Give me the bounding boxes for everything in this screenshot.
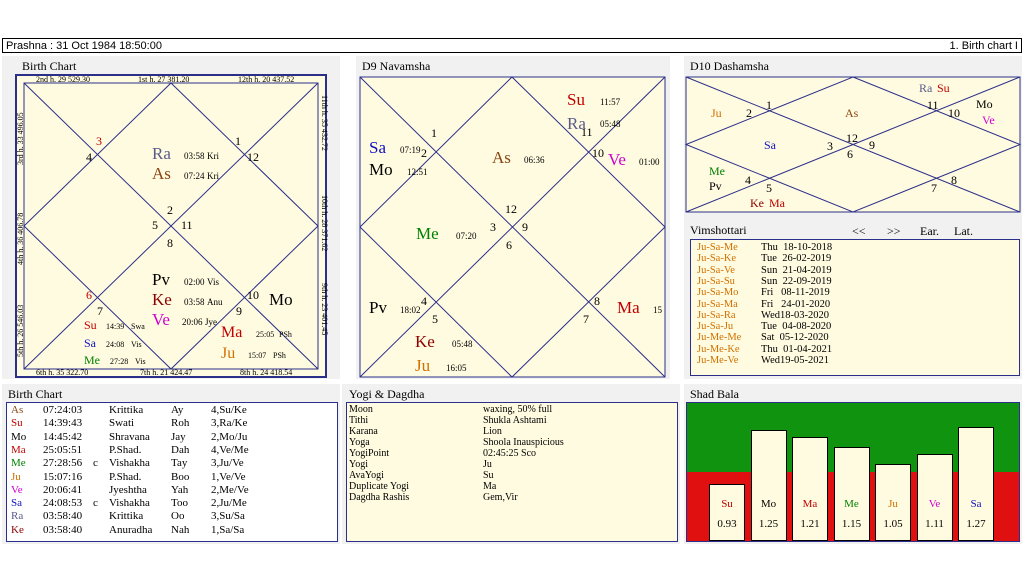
dasha-date: Thu 01-04-2021 [761,343,833,355]
yogi-value: Su [483,470,494,481]
dasha-date: Wed19-05-2021 [761,355,829,366]
sign-number: 7 [97,304,103,318]
svg-text:Su: Su [84,318,97,332]
shad-bala-bar [792,437,828,541]
sign-number: 3 [490,220,496,234]
sign-number: 7 [931,181,937,195]
planet-abbr: Ve [11,483,23,496]
house-label-12: 12th h. 20 437.52 [238,75,295,84]
house-label-4: 4th h. 36 406.78 [16,212,25,265]
svg-text:Vis: Vis [131,340,142,349]
pada-lords: 2,Ju/Me [211,497,247,510]
vimshottari-list[interactable] [690,239,1020,376]
pada-syllable: Nah [171,523,190,536]
svg-text:PSh: PSh [273,351,286,360]
svg-text:Swa: Swa [131,322,145,331]
sign-number: 9 [869,138,875,152]
sign-number: 7 [583,312,589,326]
shad-bala-bar [751,430,787,541]
house-label-6: 6th h. 35 322.70 [36,368,89,377]
dasha-row[interactable] [697,242,832,253]
bar-planet: Ma [802,498,818,510]
svg-text:Ra: Ra [152,144,171,163]
yogi-key: Yogi [349,459,368,470]
svg-text:Ke: Ke [152,290,172,309]
svg-text:20:06: 20:06 [182,317,203,327]
svg-text:Ke: Ke [415,332,435,351]
svg-text:As: As [492,148,511,167]
yogi-value: waxing, 50% full [483,404,553,415]
bar-planet: Su [721,498,733,510]
dasha-date: Sun 22-09-2019 [761,275,832,287]
pada-syllable: Boo [171,470,190,483]
pada-lords: 4,Su/Ke [211,404,247,416]
svg-text:Sa: Sa [84,336,96,350]
svg-text:Ma: Ma [221,324,243,341]
pada-syllable: Jay [171,430,186,443]
dasha-date: Sat 05-12-2020 [761,332,829,344]
svg-text:05:48: 05:48 [452,339,473,349]
dasha-row[interactable] [697,310,829,321]
svg-text:02:00: 02:00 [184,277,205,287]
sign-number: 6 [86,288,92,302]
svg-text:16:05: 16:05 [446,363,467,373]
yogi-key: Moon [349,404,373,415]
pada-syllable: Oo [171,510,185,523]
sign-number: 12 [846,131,858,145]
svg-text:Anu: Anu [207,297,223,307]
shad-bala-bar [958,427,994,541]
nakshatra: Krittika [109,404,144,416]
svg-text:Su: Su [567,90,585,109]
house-label-7: 7th h. 21 424.47 [140,368,193,377]
bar-value: 1.25 [758,518,779,530]
planet-ju: Ju [711,106,722,120]
chart-selector[interactable]: 1. Birth chart I [949,40,1018,52]
house-label-1: 1st h. 27 381.20 [138,75,190,84]
navamsha-diagram[interactable] [360,77,665,377]
svg-text:24:08: 24:08 [106,340,125,349]
dasha-date: Thu 18-10-2018 [761,242,833,253]
planet-degree: 03:58:40 [43,523,83,536]
bar-value: 1.11 [925,518,944,530]
svg-text:12:51: 12:51 [407,167,428,177]
svg-text:Ra: Ra [567,114,586,133]
yogi-key: Yoga [349,437,370,448]
yogi-value: 02:45:25 Sco [483,448,537,459]
bar-value: 0.93 [717,518,737,530]
bar-planet: Sa [970,498,982,510]
dasha-date: Wed18-03-2020 [761,309,829,321]
svg-text:18:02: 18:02 [400,305,421,315]
nakshatra: Vishakha [109,457,150,470]
dasha-date: Tue 04-08-2020 [761,321,832,333]
bar-planet: Me [844,498,859,510]
pada-lords: 1,Sa/Sa [211,523,245,536]
bar-value: 1.27 [966,518,986,530]
retro-flag: c [93,497,98,510]
title-bar [2,38,1022,53]
yogi-value: Ma [483,481,497,492]
svg-text:03:58: 03:58 [184,297,205,307]
bar-planet: Ve [928,498,941,510]
dasha-row[interactable] [697,265,832,276]
dasha-row[interactable] [697,276,832,287]
nakshatra: P.Shad. [109,443,142,456]
planet-degree: 14:45:42 [43,430,83,443]
planet-degree: 03:58:40 [43,510,83,523]
house-label-5: 5th h. 26 546.03 [16,304,25,357]
navamsha-title: D9 Navamsha [362,59,431,73]
dasha-period: Ju-Sa-Ma [697,298,738,310]
yogi-value: Ju [483,459,492,470]
svg-text:15:07: 15:07 [248,351,267,360]
pada-lords: 3,Ju/Ve [211,457,244,470]
bar-value: 1.21 [800,518,820,530]
pada-lords: 2,Me/Ve [211,483,249,496]
planet-degree: 24:08:53 [43,497,83,510]
planet-degree: 20:06:41 [43,483,83,496]
svg-text:Pv: Pv [152,270,170,289]
sign-number: 4 [421,294,427,308]
planet-abbr: Me [11,457,26,470]
retro-flag: c [93,457,98,470]
pada-lords: 3,Ra/Ke [211,417,248,430]
planet-mo: Mo [976,97,993,111]
dasha-period: Ju-Sa-Mo [697,287,739,299]
svg-text:03:58: 03:58 [184,151,205,161]
earlier-button[interactable]: Ear. [920,224,939,238]
nakshatra: Swati [109,417,135,430]
planet-as: As [845,106,859,120]
dasha-period: Ju-Sa-Ve [697,264,735,276]
pada-syllable: Yah [171,483,189,496]
dasha-row[interactable] [697,355,829,366]
dasha-period: Ju-Sa-Su [697,275,735,287]
nakshatra: P.Shad. [109,470,142,483]
dasha-row[interactable] [697,332,829,343]
sign-number: 5 [766,181,772,195]
sign-number: 4 [86,150,92,164]
birth-table-title: Birth Chart [8,387,63,401]
planet-abbr: Su [11,417,23,430]
pada-lords: 3,Su/Sa [211,510,245,523]
yogi-value: Shukla Ashtami [483,415,547,426]
nakshatra: Shravana [109,430,150,443]
dashamsha-title: D10 Dashamsha [690,59,769,73]
sign-number: 5 [432,312,438,326]
sign-number: 3 [96,134,102,148]
yogi-value: Gem,Vir [483,492,518,503]
svg-text:07:20: 07:20 [456,231,477,241]
bar-planet: Mo [760,498,777,510]
svg-text:Sa: Sa [369,138,386,157]
nakshatra: Jyeshtha [109,483,147,496]
shad-bala-bar [834,447,870,541]
dasha-period: Ju-Sa-Me [697,242,738,253]
sign-number: 11 [927,98,939,112]
svg-text:27:28: 27:28 [110,357,129,366]
sign-number: 4 [745,173,751,187]
pada-lords: 2,Mo/Ju [211,430,248,443]
svg-text:07:19: 07:19 [400,145,421,155]
yogi-value: Shoola Inauspicious [483,437,564,448]
yogi-title: Yogi & Dagdha [349,387,425,401]
planet-me: Me [709,164,725,178]
planet-abbr: Ma [11,443,26,456]
vimshottari-title: Vimshottari [690,223,747,237]
sign-number: 8 [951,173,957,187]
planet-abbr: As [11,404,24,416]
dasha-date: Sun 21-04-2019 [761,264,832,276]
sign-number: 6 [847,147,853,161]
shad-bala-bar [917,454,953,541]
planet-ke: Ke [750,196,764,210]
nakshatra: Vishakha [109,497,150,510]
sign-number: 6 [506,238,512,252]
svg-text:Ju: Ju [221,345,236,362]
nakshatra: Anuradha [109,523,153,536]
svg-text:11:57: 11:57 [600,97,621,107]
birth-chart-title: Birth Chart [22,59,77,73]
sign-number: 5 [152,218,158,232]
planet-abbr: Sa [11,497,22,510]
svg-text:Vis: Vis [135,357,146,366]
sign-number: 11 [581,125,593,139]
svg-text:PSh: PSh [279,330,292,339]
sign-number: 8 [594,294,600,308]
svg-text:As: As [152,164,171,183]
pada-syllable: Tay [171,457,188,470]
planet-sa: Sa [764,138,776,152]
planet-degree: 07:24:03 [43,404,83,416]
prashna-datetime: Prashna : 31 Oct 1984 18:50:00 [6,40,162,52]
planet-ma: Ma [769,196,785,210]
planet-abbr: Ra [11,510,24,523]
shad-bala-bar [709,484,745,541]
svg-text:Mo: Mo [369,160,393,179]
svg-text:06:36: 06:36 [524,155,545,165]
later-button[interactable]: Lat. [954,224,973,238]
sign-number: 1 [235,134,241,148]
sign-number: 1 [766,98,772,112]
pada-syllable: Dah [171,443,190,456]
planet-abbr: Ke [11,523,24,536]
house-label-11: 11th h. 35 432.72 [320,95,329,151]
svg-text:Me: Me [416,224,439,243]
planet-degree: 27:28:56 [43,457,83,470]
planet-su: Su [937,81,950,95]
shad-bala-chart [686,402,1020,542]
pada-syllable: Roh [171,417,190,430]
dasha-period: Ju-Me-Me [697,332,742,344]
prev-dasha-button[interactable]: << [852,224,866,238]
house-label-10: 10th h. 28 371.62 [320,195,329,252]
dashamsha-diagram[interactable] [686,77,1020,212]
sign-number: 2 [421,146,427,160]
pada-lords: 1,Ve/Ve [211,470,246,483]
sign-number: 10 [948,106,960,120]
sign-number: 9 [236,304,242,318]
yogi-table [346,402,678,542]
yogi-key: Karana [349,426,378,437]
sign-number: 10 [247,288,259,302]
next-dasha-button[interactable]: >> [887,224,901,238]
birth-chart-diagram[interactable] [16,75,329,377]
sign-number: 8 [167,236,173,250]
yogi-value: Lion [483,426,502,437]
dasha-period: Ju-Sa-Ra [697,309,736,321]
planet-ra: Ra [919,81,933,95]
yogi-key: Dagdha Rashis [349,492,410,503]
svg-text:Ma: Ma [617,298,640,317]
svg-text:Pv: Pv [369,298,387,317]
nakshatra: Krittika [109,510,144,523]
sign-number: 12 [247,150,259,164]
dasha-row[interactable] [697,321,831,332]
svg-text:Kri: Kri [207,151,219,161]
dasha-period: Ju-Sa-Ju [697,321,734,333]
svg-text:Ve: Ve [608,150,626,169]
dasha-date: Fri 24-01-2020 [761,298,831,310]
yogi-key: Duplicate Yogi [349,481,409,492]
sign-number: 11 [181,218,193,232]
sign-number: 12 [505,202,517,216]
svg-text:Jye: Jye [205,317,217,327]
dasha-period: Ju-Me-Ke [697,343,740,355]
yogi-key: YogiPoint [349,448,390,459]
svg-text:Me: Me [84,353,100,367]
svg-text:07:24: 07:24 [184,171,205,181]
yogi-key: AvaYogi [349,470,384,481]
bar-planet: Ju [888,498,898,510]
bar-value: 1.05 [883,518,903,530]
planet-abbr: Ju [11,470,21,483]
sign-number: 9 [522,220,528,234]
pada-syllable: Too [171,497,188,510]
sign-number: 2 [167,203,173,217]
sign-number: 10 [592,146,604,160]
pada-lords: 4,Ve/Me [211,443,249,456]
planet-degree: 14:39:43 [43,417,83,430]
svg-text:14:39: 14:39 [106,322,125,331]
house-label-9: 9th h. 23 401.45 [320,283,329,336]
sign-number: 3 [827,139,833,153]
planet-degree: 25:05:51 [43,443,83,456]
svg-text:25:05: 25:05 [256,330,275,339]
dasha-date: Tue 26-02-2019 [761,253,832,265]
svg-text:Ve: Ve [152,310,170,329]
svg-text:05:48: 05:48 [600,119,621,129]
planet-degree: 15:07:16 [43,470,83,483]
dasha-date: Fri 08-11-2019 [761,287,830,299]
svg-text:01:00: 01:00 [639,157,660,167]
planet-pv: Pv [709,179,722,193]
pada-syllable: Ay [171,404,184,416]
sign-number: 2 [746,106,752,120]
house-label-8: 8th h. 24 418.54 [240,368,293,377]
bar-value: 1.15 [841,518,862,530]
dasha-row[interactable] [697,299,830,310]
birth-table [6,402,338,542]
dasha-period: Ju-Me-Ve [697,355,739,366]
shad-bala-title: Shad Bala [690,387,739,401]
dasha-row[interactable] [697,287,830,298]
svg-text:Vis: Vis [207,277,219,287]
yogi-key: Tithi [349,415,369,426]
planet-ve: Ve [982,113,995,127]
svg-text:15: 15 [653,305,662,315]
shad-bala-bar [875,464,911,541]
dasha-row[interactable] [697,253,831,264]
planet-mo: Mo [269,290,293,309]
planet-abbr: Mo [11,430,27,443]
svg-text:Ju: Ju [415,356,431,375]
dasha-period: Ju-Sa-Ke [697,253,737,265]
sign-number: 1 [431,126,437,140]
svg-text:Kri: Kri [207,171,219,181]
dasha-row[interactable] [697,344,832,355]
house-label-2: 2nd h. 29 529.30 [36,75,90,84]
house-label-3: 3rd h. 33 496.05 [16,112,25,165]
